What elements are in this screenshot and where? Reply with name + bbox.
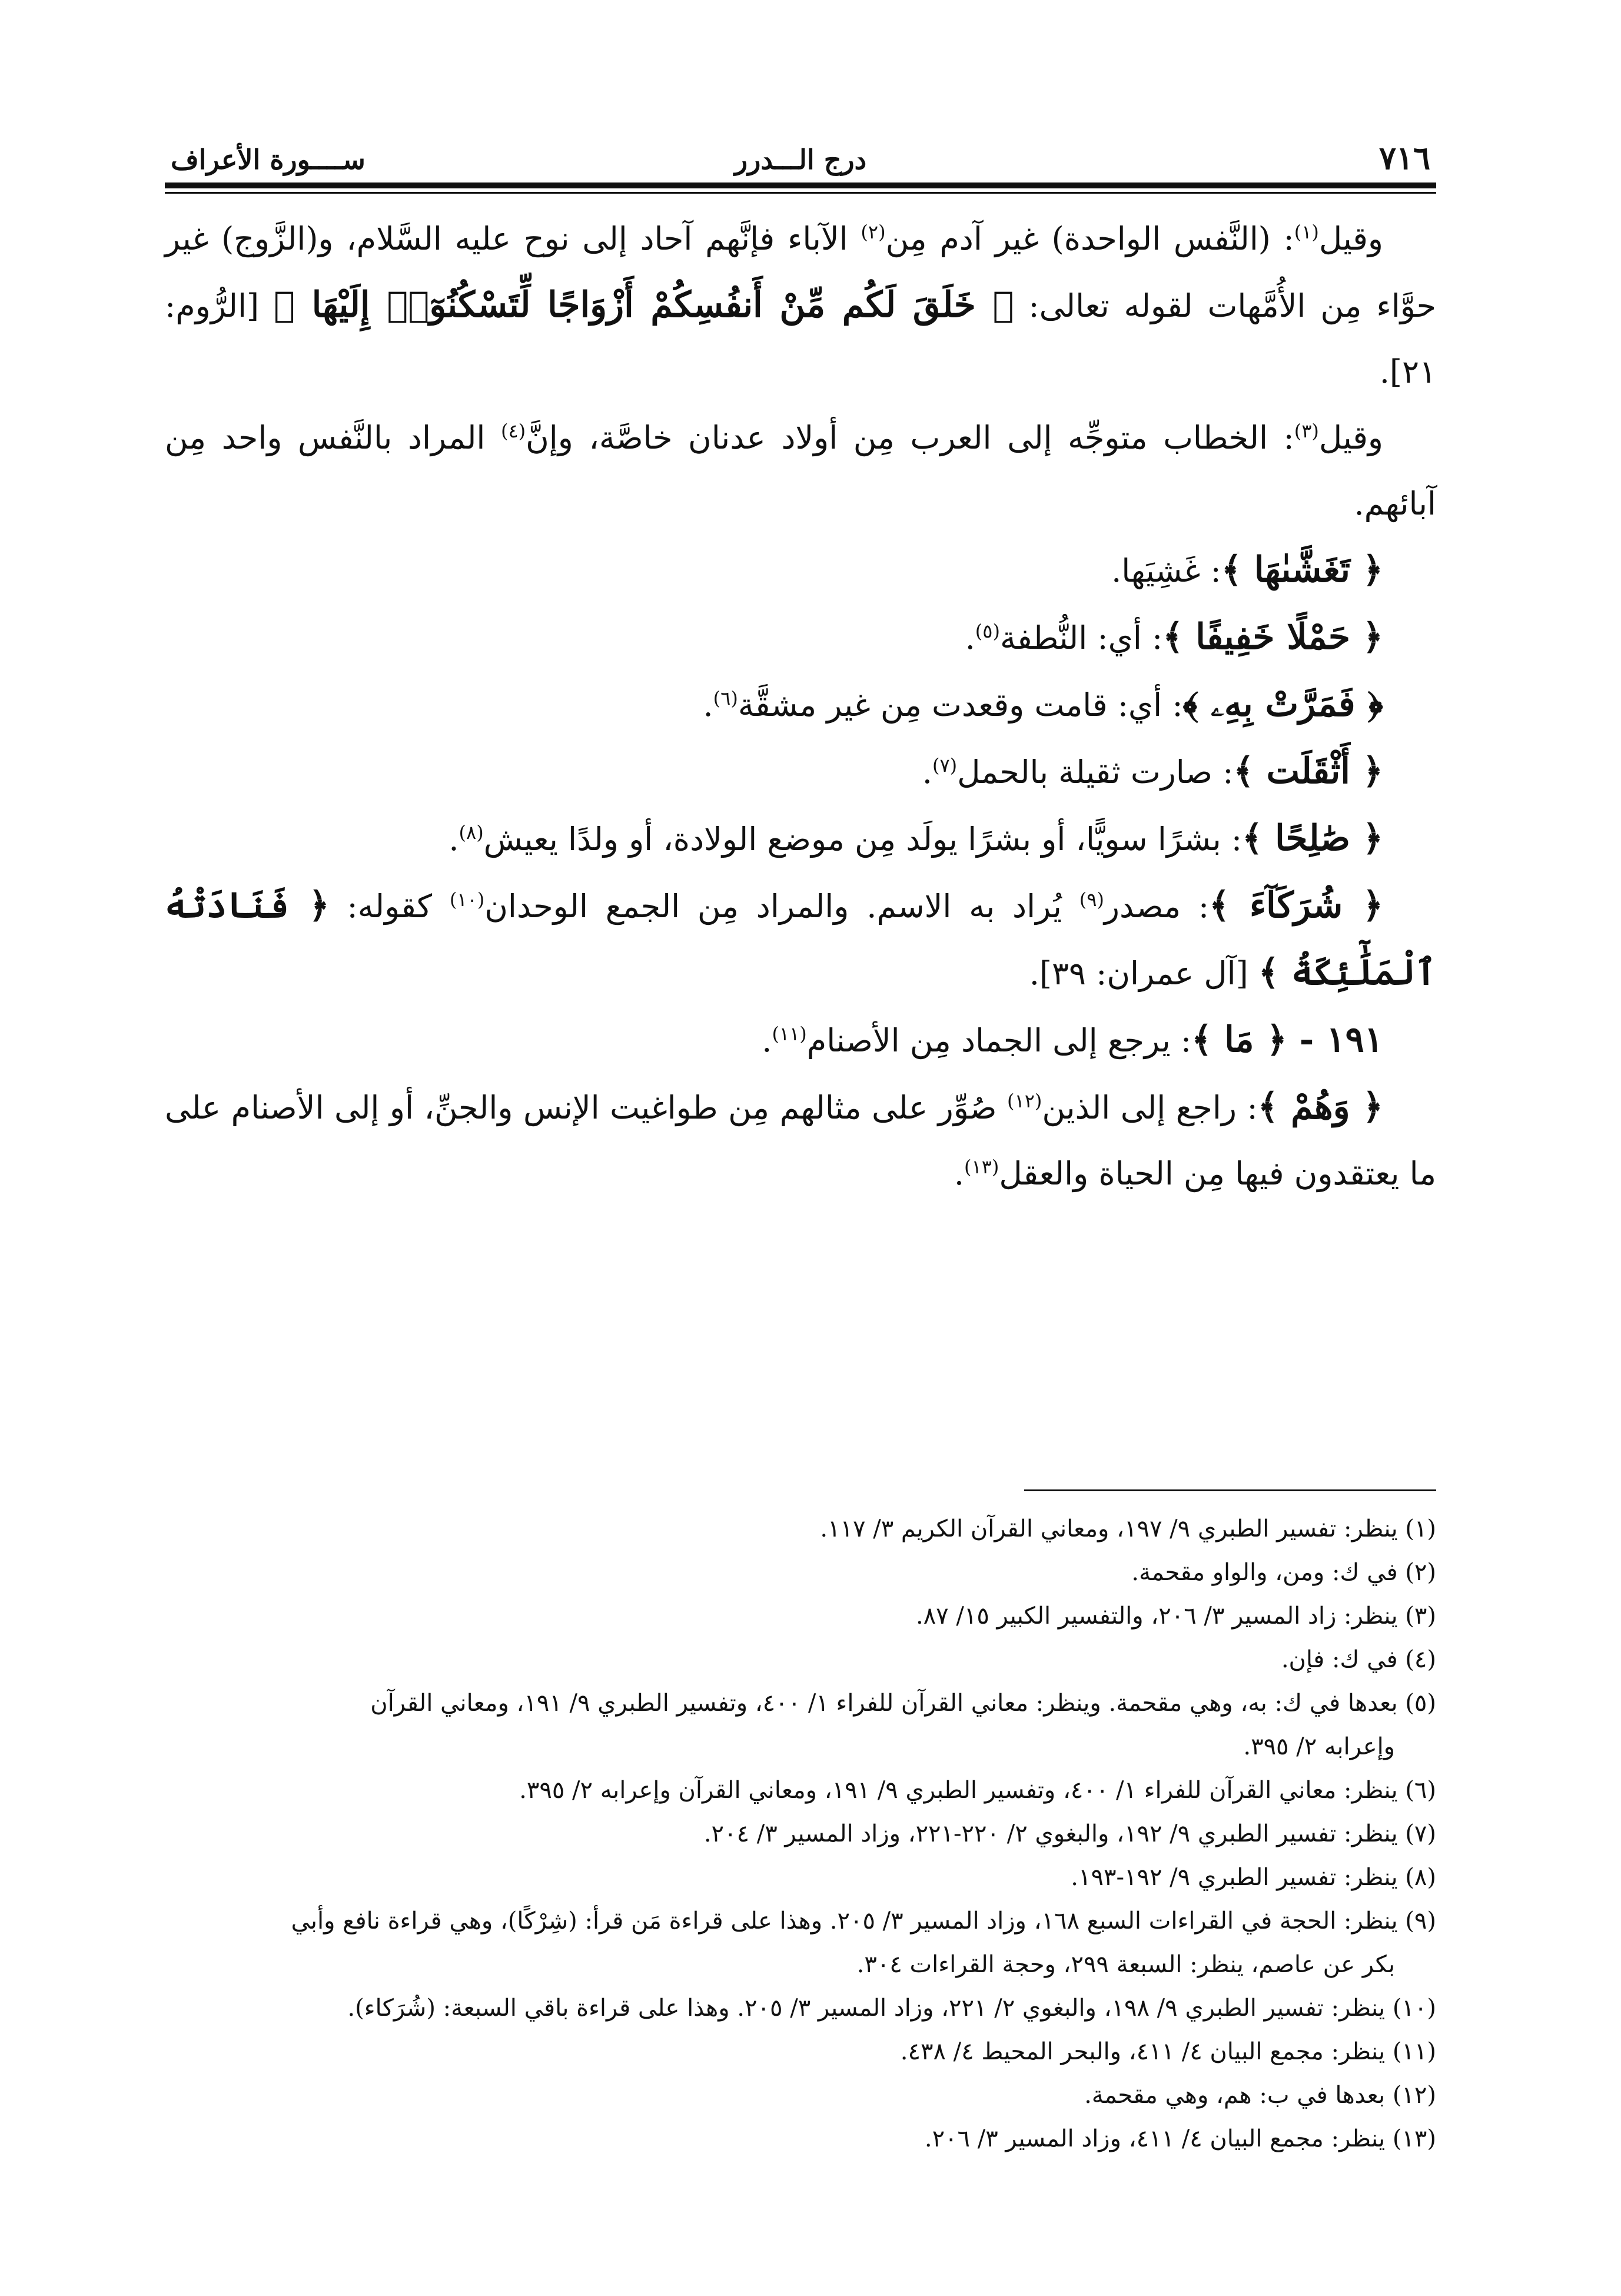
header-rule-thick: [165, 183, 1436, 188]
footnote-number: (٢): [1405, 1559, 1436, 1586]
book-title: درج الـــدرر: [734, 144, 867, 175]
footnote-text: ينظر: الحجة في القراءات السبع ١٦٨، وزاد المسير ٣/ ٢٠٥. وهذا على قراءة مَن قرأ: (شِرْكًا)، وهي قراءة نافع وأبي: [291, 1907, 1398, 1935]
footnote-continuation: وإعرابه ٢/ ٣٩٥.: [1243, 1733, 1395, 1760]
footnote-11: [165, 2030, 1436, 2073]
text: وقيل: [1318, 419, 1383, 456]
quran-verse: ﴿ فَنَادَتْهُ ٱلْمَلَٰٓئِكَةُ ﴾: [165, 885, 1436, 993]
footnote-continuation: بكر عن عاصم، ينظر: السبعة ٢٩٩، وحجة القراءات ٣٠٤.: [856, 1951, 1395, 1978]
footnote-2: [165, 1551, 1436, 1594]
footnote-text: ينظر: تفسير الطبري ٩/ ١٩٧، ومعاني القرآن الكريم ٣/ ١١٧.: [820, 1515, 1398, 1542]
footnote-number: (١٠): [1392, 1995, 1436, 2022]
footnote-ref-2[interactable]: (٢): [861, 221, 886, 243]
text: .: [965, 619, 975, 656]
gloss-word: ﴿ حَمْلًا خَفِيفًا ﴾: [1162, 616, 1383, 658]
footnotes: [165, 1507, 1436, 2161]
footnote-5: [165, 1681, 1436, 1769]
footnote-4: [165, 1638, 1436, 1681]
gloss-word: ﴿ وَهُمْ ﴾: [1257, 1086, 1384, 1127]
quran-verse: ﴿ خَلَقَ لَكُم مِّنْ أَنفُسِكُمْ أَزْوَاجًا لِّتَسْكُنُوٓا۟ إِلَيْهَا ﴾: [273, 284, 1014, 326]
text: .: [954, 1155, 965, 1192]
gloss-word: ﴿ مَا ﴾: [1191, 1019, 1287, 1060]
footnote-number: (٨): [1405, 1864, 1436, 1891]
footnote-ref-12[interactable]: (١٢): [1007, 1090, 1042, 1112]
text: .: [449, 821, 459, 858]
paragraph-2: [165, 405, 1436, 537]
text: المراد بالنَّفس واحد مِن آبائهم.: [165, 419, 1436, 522]
footnote-ref-3[interactable]: (٣): [1294, 420, 1319, 442]
footnote-number: (٩): [1405, 1907, 1436, 1935]
footnote-6: [165, 1769, 1436, 1812]
header-rule-thin: [165, 192, 1436, 194]
footnote-ref-8[interactable]: (٨): [459, 821, 484, 844]
gloss-salihan: [165, 805, 1436, 872]
footnote-ref-6[interactable]: (٦): [713, 687, 738, 709]
footnote-number: (١٢): [1392, 2082, 1436, 2109]
book-page: [165, 135, 1436, 2196]
text: : الخطاب متوجِّه إلى العرب مِن أولاد عدنان خاصَّة، وإنَّ: [526, 419, 1294, 456]
text: : (النَّفس الواحدة) غير آدم مِن: [885, 220, 1294, 257]
gloss-text: : مصدر: [1104, 888, 1210, 925]
verse-number: ١٩١ -: [1287, 1019, 1383, 1060]
gloss-text: : راجع إلى الذين: [1042, 1089, 1258, 1126]
gloss-ma: [165, 1007, 1436, 1074]
gloss-shurakaa: [165, 872, 1436, 1007]
gloss-text: : أي: النُّطفة: [999, 619, 1163, 656]
footnote-10: [165, 1986, 1436, 2030]
gloss-text: : غَشِيَها.: [1111, 552, 1221, 589]
gloss-word: ﴿ أَثْقَلَت ﴾: [1233, 751, 1383, 792]
main-text: [165, 206, 1436, 1207]
footnote-ref-13[interactable]: (١٣): [964, 1156, 999, 1178]
gloss-wahum: [165, 1074, 1436, 1207]
text: .: [762, 1022, 772, 1059]
text: الآباء فإنَّهم آحاد إلى نوح عليه السَّلام، و(الزَّوج) غير حوَّاء مِن الأُمَّهات لقوله تعالى:: [165, 220, 1436, 324]
gloss-text: : صارت ثقيلة بالحمل: [957, 754, 1234, 791]
footnote-1: [165, 1507, 1436, 1551]
footnote-7: [165, 1812, 1436, 1856]
gloss-hamlan-khafifan: [165, 604, 1436, 671]
text: وقيل: [1318, 220, 1383, 257]
footnote-separator: [1024, 1489, 1436, 1491]
footnote-text: في ك: ومن، والواو مقحمة.: [1131, 1559, 1398, 1586]
footnote-text: في ك: فإن.: [1281, 1646, 1398, 1673]
footnote-number: (١١): [1392, 2038, 1436, 2065]
gloss-taghashshaha: [165, 537, 1436, 604]
footnote-number: (٧): [1405, 1820, 1436, 1847]
footnote-ref-4[interactable]: (٤): [500, 420, 526, 442]
footnote-number: (١): [1405, 1515, 1436, 1542]
gloss-text: يُراد به الاسم. والمراد مِن الجمع الوحدان: [484, 888, 1079, 925]
footnote-8: [165, 1856, 1436, 1899]
paragraph-1: [165, 206, 1436, 405]
text: .: [922, 754, 932, 791]
gloss-text: صُوِّر على مثالهم مِن طواغيت الإنس والجنِّ، أو إلى الأصنام على ما يعتقدون فيها مِن الحياة والعقل: [165, 1089, 1436, 1192]
gloss-word: ﴿ تَغَشَّىٰهَا ﴾: [1221, 549, 1383, 590]
footnote-number: (١٣): [1392, 2125, 1436, 2152]
gloss-word: ﴿ فَمَرَّتْ بِهِۦ ﴾: [1182, 684, 1383, 725]
footnote-text: ينظر: تفسير الطبري ٩/ ١٩٨، والبغوي ٢/ ٢٢١، وزاد المسير ٣/ ٢٠٥. وهذا على قراءة باقي السبعة: (شُرَكاء).: [347, 1995, 1386, 2022]
footnote-text: ينظر: مجمع البيان ٤/ ٤١١، والبحر المحيط ٤/ ٤٣٨.: [900, 2038, 1386, 2065]
footnote-ref-9[interactable]: (٩): [1079, 888, 1104, 911]
footnote-number: (٦): [1405, 1777, 1436, 1804]
footnote-3: [165, 1594, 1436, 1638]
footnote-number: (٤): [1405, 1646, 1436, 1673]
gloss-text: : بشرًا سويًّا، أو بشرًا يولَد مِن موضع الولادة، أو ولدًا يعيش: [483, 821, 1243, 858]
gloss-word: ﴿ شُرَكَآءَ ﴾: [1209, 885, 1384, 926]
gloss-athqalat: [165, 738, 1436, 805]
footnote-ref-7[interactable]: (٧): [932, 754, 958, 777]
footnote-text: ينظر: تفسير الطبري ٩/ ١٩٢، والبغوي ٢/ ٢٢٠-٢٢١، وزاد المسير ٣/ ٢٠٤.: [703, 1820, 1398, 1847]
surah-title: ســــورة الأعراف: [171, 144, 366, 175]
footnote-text: ينظر: مجمع البيان ٤/ ٤١١، وزاد المسير ٣/ ٢٠٦.: [924, 2125, 1386, 2152]
footnote-13: [165, 2117, 1436, 2161]
footnote-9: [165, 1899, 1436, 1986]
footnote-text: ينظر: تفسير الطبري ٩/ ١٩٢-١٩٣.: [1071, 1864, 1398, 1891]
running-header: [165, 135, 1436, 183]
gloss-word: ﴿ صَٰلِحًا ﴾: [1242, 818, 1383, 859]
gloss-text: : أي: قامت وقعدت مِن غير مشقَّة: [738, 686, 1183, 724]
text: .: [703, 686, 713, 724]
verse-reference: [الرُّوم: ٢١].: [165, 287, 1436, 390]
footnote-ref-11[interactable]: (١١): [772, 1023, 807, 1045]
footnote-number: (٥): [1405, 1690, 1436, 1717]
footnote-text: بعدها في ك: به، وهي مقحمة. وينظر: معاني القرآن للفراء ١/ ٤٠٠، وتفسير الطبري ٩/ ١٩١، ومعاني القرآن: [370, 1690, 1398, 1717]
footnote-text: بعدها في ب: هم، وهي مقحمة.: [1084, 2082, 1386, 2109]
footnote-ref-10[interactable]: (١٠): [449, 888, 485, 911]
footnote-text: ينظر: معاني القرآن للفراء ١/ ٤٠٠، وتفسير الطبري ٩/ ١٩١، ومعاني القرآن وإعرابه ٢/ ٣٩٥.: [519, 1777, 1398, 1804]
footnote-ref-1[interactable]: (١): [1294, 221, 1319, 243]
footnote-text: ينظر: زاد المسير ٣/ ٢٠٦، والتفسير الكبير ١٥/ ٨٧.: [915, 1602, 1398, 1630]
footnote-number: (٣): [1405, 1602, 1436, 1630]
page-number: ٧١٦: [1378, 139, 1430, 177]
footnote-12: [165, 2073, 1436, 2117]
gloss-text: : يرجع إلى الجماد مِن الأصنام: [806, 1022, 1192, 1059]
footnote-ref-5[interactable]: (٥): [975, 620, 1000, 642]
gloss-text: كقوله:: [329, 888, 450, 925]
verse-reference: [آل عمران: ٣٩].: [1029, 955, 1258, 992]
gloss-famarrat-bihi: [165, 671, 1436, 738]
